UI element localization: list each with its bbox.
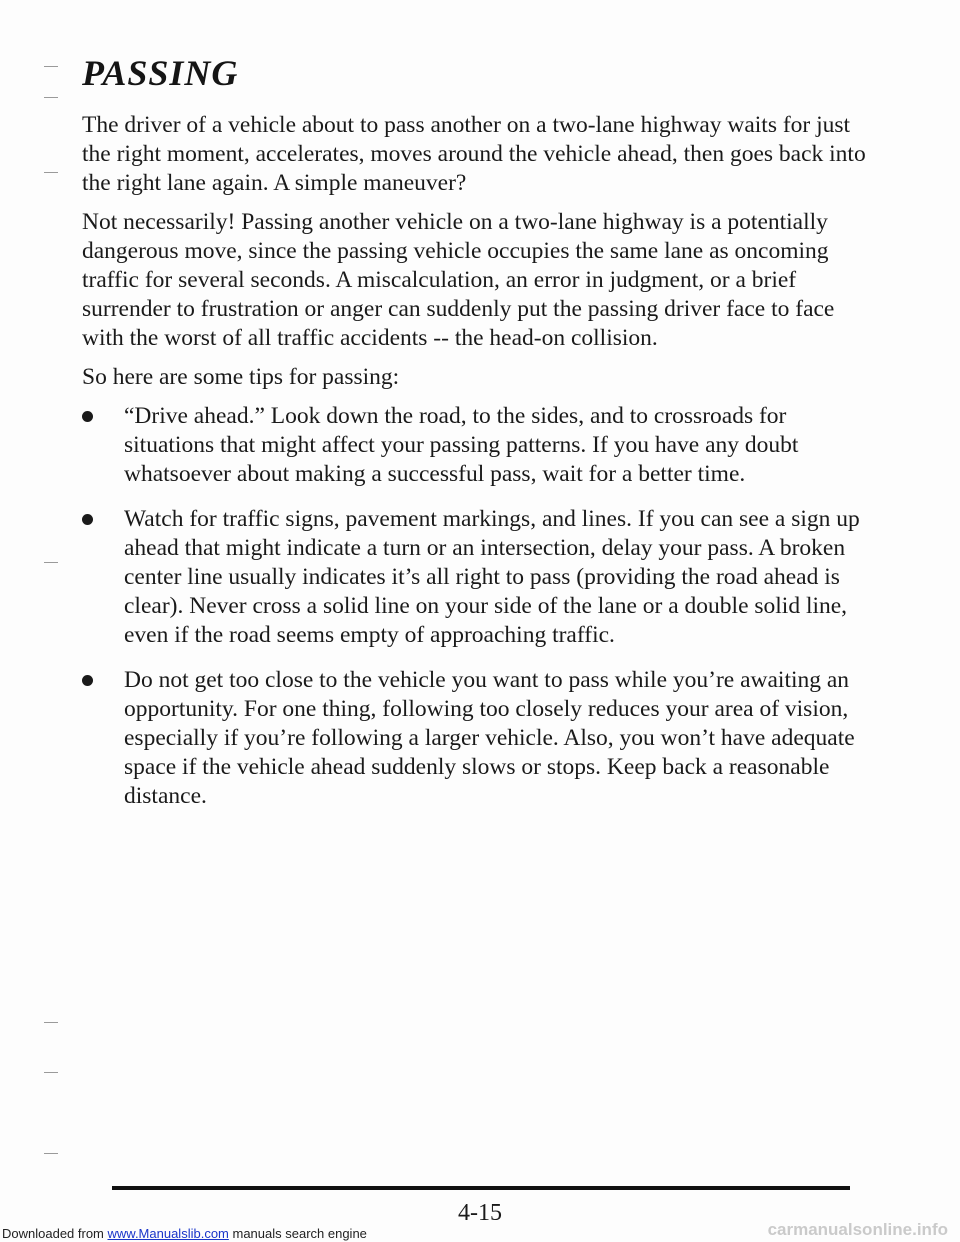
footer-rule bbox=[112, 1186, 850, 1190]
list-item bbox=[82, 505, 867, 650]
warning-paragraph: Not necessarily! Passing another vehicle on a two-lane highway is a potentially dangerous move, since the passing vehicle occupies the same lane as oncoming traffic for several seconds. A miscalculation, an error in judgment, or a brief surrender to frustration or anger can suddenly put the passing driver face to face with the worst of all traffic accidents -- the head-on collision. bbox=[82, 209, 835, 351]
watermark-prefix: Downloaded from bbox=[2, 1226, 108, 1241]
list-item-text: Watch for traffic signs, pavement markings, and lines. If you can see a sign up ahead that might indicate a turn or an intersection, delay your pass. A broken center line usually indicates it’s all right to pass (providing the road ahead is clear). Never cross a solid line on your side of the lane or a double solid line, even if the road seems empty of approaching traffic. bbox=[124, 506, 860, 648]
list-item-text: Do not get too close to the vehicle you want to pass while you’re awaiting an opportunity. For one thing, following too closely reduces your area of vision, especially if you’re following a larger vehicle. Also, you won’t have adequate space if the vehicle ahead suddenly slows or stops. Keep back a reasonable distance. bbox=[124, 667, 855, 809]
download-watermark bbox=[2, 1226, 367, 1241]
list-item bbox=[82, 666, 867, 811]
section-title: PASSING bbox=[82, 53, 239, 93]
intro-paragraph: The driver of a vehicle about to pass another on a two-lane highway waits for just the right moment, accelerates, moves around the vehicle ahead, then goes back into the right lane again. A simple maneuver? bbox=[82, 112, 866, 196]
bullet-icon bbox=[82, 411, 93, 422]
list-item bbox=[82, 402, 867, 489]
site-watermark: carmanualsonline.info bbox=[767, 1220, 948, 1239]
manualslib-link[interactable]: www.Manualslib.com bbox=[107, 1226, 229, 1241]
margin-mark bbox=[44, 172, 58, 173]
body-text bbox=[82, 111, 867, 827]
watermark-suffix: manuals search engine bbox=[228, 1226, 367, 1241]
margin-mark bbox=[44, 1022, 58, 1023]
page-number: 4-15 bbox=[458, 1200, 502, 1226]
margin-mark bbox=[44, 562, 58, 563]
list-item-text: “Drive ahead.” Look down the road, to the sides, and to crossroads for situations that might affect your passing patterns. If you have any doubt whatsoever about making a successful pass, wait for a better time. bbox=[124, 403, 799, 487]
margin-mark bbox=[44, 1072, 58, 1073]
margin-mark bbox=[44, 1153, 58, 1154]
margin-mark bbox=[44, 66, 58, 67]
bullet-icon bbox=[82, 675, 93, 686]
tips-lead-in: So here are some tips for passing: bbox=[82, 364, 400, 390]
margin-mark bbox=[44, 97, 58, 98]
bullet-icon bbox=[82, 514, 93, 525]
tips-list bbox=[82, 402, 867, 811]
